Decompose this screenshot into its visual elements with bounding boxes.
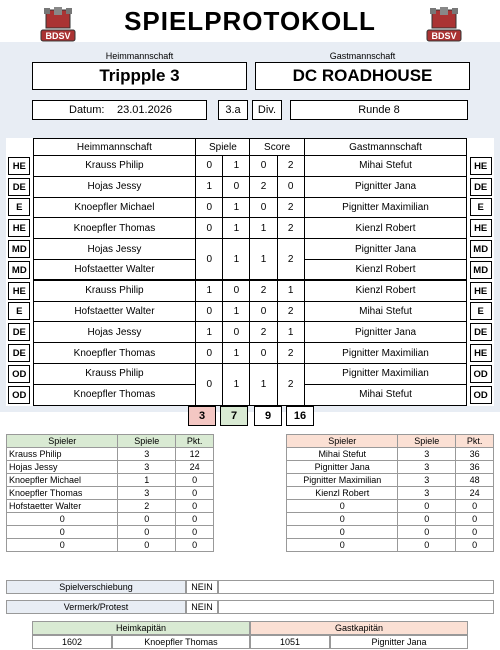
table-row: Knoepfler Thomas 3 0	[7, 487, 214, 500]
home-games: 0	[196, 363, 223, 405]
match-type-away: OD	[470, 365, 492, 383]
match-row	[6, 197, 494, 218]
home-player: Hojas Jessy	[33, 176, 196, 197]
match-type-home: DE	[8, 344, 30, 362]
away-games: 1	[223, 363, 250, 405]
table-row: Hofstaetter Walter 2 0	[7, 500, 214, 513]
home-player: Hojas Jessy	[33, 239, 196, 260]
away-player: Pignitter Maximilian	[304, 343, 467, 364]
away-games: 1	[223, 301, 250, 322]
away-player: Kienzl Robert	[304, 280, 467, 301]
home-score: 2	[250, 322, 277, 343]
home-captain-number: 1602	[32, 635, 112, 649]
home-team-label: Heimmannschaft	[105, 51, 174, 61]
bdsv-logo-right	[424, 6, 464, 46]
home-player: Knoepfler Thomas	[33, 384, 196, 405]
total-home-games: 3	[188, 406, 216, 426]
match-row	[6, 176, 494, 197]
home-player: Hojas Jessy	[33, 322, 196, 343]
match-type-away: DE	[470, 178, 492, 196]
match-type-home: MD	[8, 261, 30, 279]
away-games: 0	[223, 176, 250, 197]
home-games: 0	[196, 239, 223, 281]
date-value: 23.01.2026	[117, 104, 173, 116]
postponement-notes	[218, 580, 494, 594]
home-score: 0	[250, 156, 277, 177]
home-player: Krauss Philip	[33, 156, 196, 177]
match-type-away: HE	[470, 219, 492, 237]
away-player: Pignitter Jana	[304, 176, 467, 197]
protest-value: NEIN	[186, 600, 218, 614]
round-value: Runde 8	[290, 100, 468, 120]
home-player: Krauss Philip	[33, 363, 196, 384]
table-row: 0 0 0	[7, 539, 214, 552]
away-stats-player-header: Spieler	[287, 435, 398, 448]
match-type-home: HE	[8, 157, 30, 175]
away-score: 2	[277, 363, 304, 405]
match-type-home: HE	[8, 219, 30, 237]
away-team-name: DC ROADHOUSE	[255, 62, 470, 90]
away-player: Pignitter Maximilian	[304, 197, 467, 218]
away-score: 2	[277, 197, 304, 218]
match-type-away: OD	[470, 386, 492, 404]
table-row: Hojas Jessy 3 24	[7, 461, 214, 474]
home-stats-table	[6, 434, 214, 552]
match-type-away: MD	[470, 240, 492, 258]
date-box	[32, 100, 207, 120]
match-table	[6, 138, 494, 406]
table-row: 0 0 0	[287, 526, 494, 539]
away-stats-games-header: Spiele	[398, 435, 456, 448]
home-score: 2	[250, 280, 277, 301]
home-player: Knoepfler Thomas	[33, 218, 196, 239]
away-games: 1	[223, 197, 250, 218]
protest-label: Vermerk/Protest	[6, 600, 186, 614]
match-row	[6, 239, 494, 260]
col-home-header: Heimmannschaft	[33, 139, 196, 156]
total-away-score: 16	[286, 406, 314, 426]
match-row	[6, 280, 494, 301]
away-games: 0	[223, 322, 250, 343]
match-row	[6, 156, 494, 177]
away-score: 2	[277, 156, 304, 177]
postponement-label: Spielverschiebung	[6, 580, 186, 594]
svg-text:BDSV: BDSV	[431, 31, 457, 41]
protest-notes	[218, 600, 494, 614]
away-score: 0	[277, 176, 304, 197]
match-type-home: MD	[8, 240, 30, 258]
home-score: 0	[250, 301, 277, 322]
table-row: 0 0 0	[7, 513, 214, 526]
table-row: Kienzl Robert 3 24	[287, 487, 494, 500]
match-type-away: HE	[470, 282, 492, 300]
away-player: Pignitter Jana	[304, 322, 467, 343]
table-row: Krauss Philip 3 12	[7, 448, 214, 461]
match-type-home: E	[8, 198, 30, 216]
home-stats-points-header: Pkt.	[176, 435, 214, 448]
total-home-score: 9	[254, 406, 282, 426]
col-spiele-header: Spiele	[196, 139, 250, 156]
match-row	[6, 322, 494, 343]
table-row: 0 0 0	[287, 500, 494, 513]
home-score: 0	[250, 343, 277, 364]
home-captain-name: Knoepfler Thomas	[112, 635, 250, 649]
home-games: 0	[196, 301, 223, 322]
home-score: 1	[250, 239, 277, 281]
away-captain-label: Gastkapitän	[250, 621, 468, 635]
match-type-away: HE	[470, 157, 492, 175]
home-games: 0	[196, 156, 223, 177]
home-player: Krauss Philip	[33, 280, 196, 301]
table-row: 0 0 0	[287, 513, 494, 526]
home-score: 1	[250, 363, 277, 405]
bdsv-logo-left	[38, 6, 78, 46]
away-score: 2	[277, 301, 304, 322]
table-row: Pignitter Jana 3 36	[287, 461, 494, 474]
division-value: 3.a	[218, 100, 248, 120]
away-score: 2	[277, 343, 304, 364]
match-type-home: OD	[8, 386, 30, 404]
table-row: Pignitter Maximilian 3 48	[287, 474, 494, 487]
protest-row	[6, 600, 494, 614]
away-player: Kienzl Robert	[304, 259, 467, 280]
table-row: 0 0 0	[287, 539, 494, 552]
match-row	[6, 301, 494, 322]
home-player: Hofstaetter Walter	[33, 301, 196, 322]
away-score: 2	[277, 239, 304, 281]
table-row: 0 0 0	[7, 526, 214, 539]
match-row	[6, 218, 494, 239]
away-player: Mihai Stefut	[304, 301, 467, 322]
postponement-row	[6, 580, 494, 594]
postponement-value: NEIN	[186, 580, 218, 594]
match-type-home: DE	[8, 178, 30, 196]
home-score: 2	[250, 176, 277, 197]
home-games: 1	[196, 322, 223, 343]
home-games: 0	[196, 343, 223, 364]
match-type-away: DE	[470, 323, 492, 341]
home-games: 1	[196, 280, 223, 301]
away-player: Kienzl Robert	[304, 218, 467, 239]
away-score: 2	[277, 218, 304, 239]
date-label: Datum:	[69, 104, 105, 116]
away-player: Mihai Stefut	[304, 384, 467, 405]
svg-text:BDSV: BDSV	[45, 31, 71, 41]
home-stats-games-header: Spiele	[118, 435, 176, 448]
division-label: Div.	[252, 100, 282, 120]
away-stats-points-header: Pkt.	[456, 435, 494, 448]
match-type-home: HE	[8, 282, 30, 300]
home-stats-player-header: Spieler	[7, 435, 118, 448]
match-row	[6, 363, 494, 384]
match-row	[6, 343, 494, 364]
away-captain-name: Pignitter Jana	[330, 635, 468, 649]
col-score-header: Score	[250, 139, 304, 156]
away-games: 1	[223, 156, 250, 177]
total-away-games: 7	[220, 406, 248, 426]
home-captain-label: Heimkapitän	[32, 621, 250, 635]
home-score: 1	[250, 218, 277, 239]
away-player: Mihai Stefut	[304, 156, 467, 177]
match-type-away: HE	[470, 344, 492, 362]
away-games: 1	[223, 239, 250, 281]
away-games: 0	[223, 280, 250, 301]
match-type-home: DE	[8, 323, 30, 341]
away-stats-table	[286, 434, 494, 552]
away-team-label: Gastmannschaft	[329, 51, 396, 61]
page-title: SPIELPROTOKOLL	[124, 5, 376, 36]
home-team-name: Trippple 3	[32, 62, 247, 90]
col-away-header: Gastmannschaft	[304, 139, 467, 156]
home-games: 0	[196, 197, 223, 218]
away-games: 1	[223, 218, 250, 239]
table-row: Mihai Stefut 3 36	[287, 448, 494, 461]
home-games: 1	[196, 176, 223, 197]
home-games: 0	[196, 218, 223, 239]
match-type-away: MD	[470, 261, 492, 279]
match-type-away: E	[470, 302, 492, 320]
away-score: 1	[277, 280, 304, 301]
away-player: Pignitter Jana	[304, 239, 467, 260]
match-type-away: E	[470, 198, 492, 216]
home-player: Knoepfler Thomas	[33, 343, 196, 364]
away-player: Pignitter Maximilian	[304, 363, 467, 384]
match-type-home: OD	[8, 365, 30, 383]
away-captain-number: 1051	[250, 635, 330, 649]
home-player: Hofstaetter Walter	[33, 259, 196, 280]
table-row: Knoepfler Michael 1 0	[7, 474, 214, 487]
home-player: Knoepfler Michael	[33, 197, 196, 218]
match-type-home: E	[8, 302, 30, 320]
away-games: 1	[223, 343, 250, 364]
away-score: 1	[277, 322, 304, 343]
home-score: 0	[250, 197, 277, 218]
